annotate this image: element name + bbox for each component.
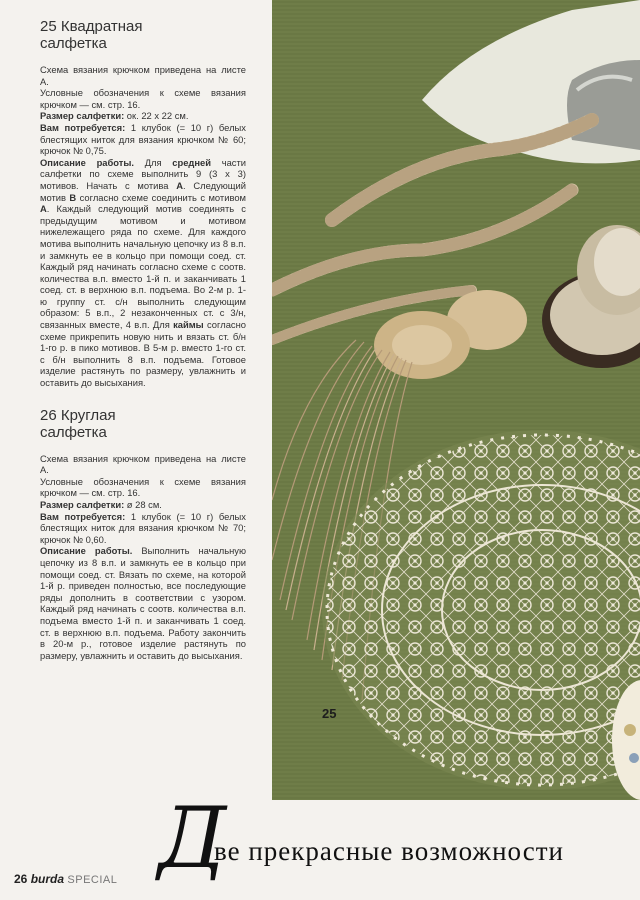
motif-label: В bbox=[69, 191, 77, 203]
description-text: части салфетки по схеме выполнить 9 (3 x 3) мотивов. Начать с мотива bbox=[40, 156, 247, 191]
description-text: Выполнить начальную цепочку из 8 в.п. и замкнуть ее в кольцо при помощи соед. ст. Вязать по схеме, на которой 1-й р. приведен полностью, все последующие ряды дополнить в соответствии с узором. Каждый ряд начинать с соотв. количества в.п. подъема вместо 1-й п. и заканчивать 1 соед. ст. в верхнюю в.п. подъема. Работу закончить в 20-м р., готовое изделие растянуть по размеру, увлажнить и оставить до высыхания. bbox=[40, 545, 246, 661]
description-text: . Следующий мотив bbox=[40, 179, 246, 203]
section-25-title bbox=[40, 18, 246, 52]
photo-label: 25 bbox=[322, 706, 337, 721]
size-value: ø 28 см. bbox=[124, 499, 162, 510]
section-26-title bbox=[40, 407, 246, 441]
section-25-description bbox=[40, 157, 246, 389]
photo-illustration bbox=[272, 0, 640, 800]
description-label: Описание работы. bbox=[40, 156, 135, 168]
section-26-materials bbox=[40, 511, 246, 546]
section-26-scheme-note: Схема вязания крючком приведена на листе А. bbox=[40, 452, 246, 476]
materials-label: Вам потребуется: bbox=[40, 121, 126, 133]
size-label: Размер салфетки: bbox=[40, 499, 125, 510]
description-emphasis: средней bbox=[172, 156, 212, 168]
page-number: 26 bbox=[14, 872, 28, 886]
instructions-column bbox=[40, 18, 246, 661]
description-text: . Каждый следующий мотив соединять с предыдущим мотивом и мотивом нижележащего ряда по схеме. Для каждого мотива выполнить начальную цепочку из 8 в.п. и замкнуть ее в кольцо при помощи соед. ст. Каждый ряд начинать согласно схеме с соотв. количества в.п. вместо 1-й п. и заканчивать 1 соед. ст. в верхнюю в.п. подъема. Во 2-м р. 1-ю группу ст. с/н выполнить следующим образом: 5 в.п., 2 незаконченных ст. с 3/н, связанных вместе, 4 в.п. Для bbox=[40, 203, 246, 331]
product-photo bbox=[272, 0, 640, 800]
description-label: Описание работы. bbox=[40, 545, 133, 557]
section-26-title-line1: 26 Круглая bbox=[40, 406, 116, 424]
brand-logo: burda bbox=[30, 872, 65, 886]
headline-initial: Д bbox=[158, 789, 227, 887]
materials-label: Вам потребуется: bbox=[40, 510, 126, 522]
section-25 bbox=[40, 18, 246, 389]
section-25-title-line2: салфетка bbox=[40, 35, 107, 52]
description-text: согласно схеме прикрепить новую нить и вязать ст. б/н 1-го р. в пико мотивов. В 5-м р. вместо 1-го ст. с б/н выполнить 8 в.п. подъема. Готовое изделие растянуть по размеру, увлажнить и оставить до высыхания. bbox=[40, 319, 246, 389]
motif-label: А bbox=[176, 179, 184, 191]
section-26-title-line2: салфетка bbox=[40, 423, 107, 441]
section-25-scheme-note: Схема вязания крючком приведена на листе А. bbox=[40, 64, 246, 87]
materials-value: 1 клубок (= 10 г) белых блестящих ниток для вязания крючком № 70; крючок № 0,60. bbox=[40, 510, 246, 545]
description-emphasis: каймы bbox=[173, 319, 204, 331]
headline-text: ве прекрасные возможности bbox=[214, 836, 564, 866]
description-text: Для bbox=[134, 156, 173, 168]
headline bbox=[158, 789, 638, 887]
section-26 bbox=[40, 407, 246, 662]
section-25-symbols-note: Условные обозначения к схеме вязания крючком — см. стр. 16. bbox=[40, 87, 246, 110]
page-footer bbox=[14, 872, 117, 886]
section-25-materials bbox=[40, 122, 246, 157]
section-26-description bbox=[40, 545, 246, 661]
description-text: согласно схеме соединить с мотивом bbox=[76, 191, 246, 203]
section-26-symbols-note: Условные обозначения к схеме вязания крючком — см. стр. 16. bbox=[40, 475, 246, 499]
edition-label: SPECIAL bbox=[67, 874, 118, 886]
section-26-size bbox=[40, 499, 246, 511]
size-label: Размер салфетки: bbox=[40, 110, 125, 122]
section-25-size bbox=[40, 110, 246, 122]
section-25-title-line1: 25 Квадратная bbox=[40, 18, 143, 35]
motif-label: А bbox=[40, 203, 47, 215]
materials-value: 1 клубок (= 10 г) белых блестящих ниток для вязания крючком № 60; крючок № 0,75. bbox=[40, 121, 246, 157]
size-value: ок. 22 x 22 см. bbox=[124, 110, 189, 122]
